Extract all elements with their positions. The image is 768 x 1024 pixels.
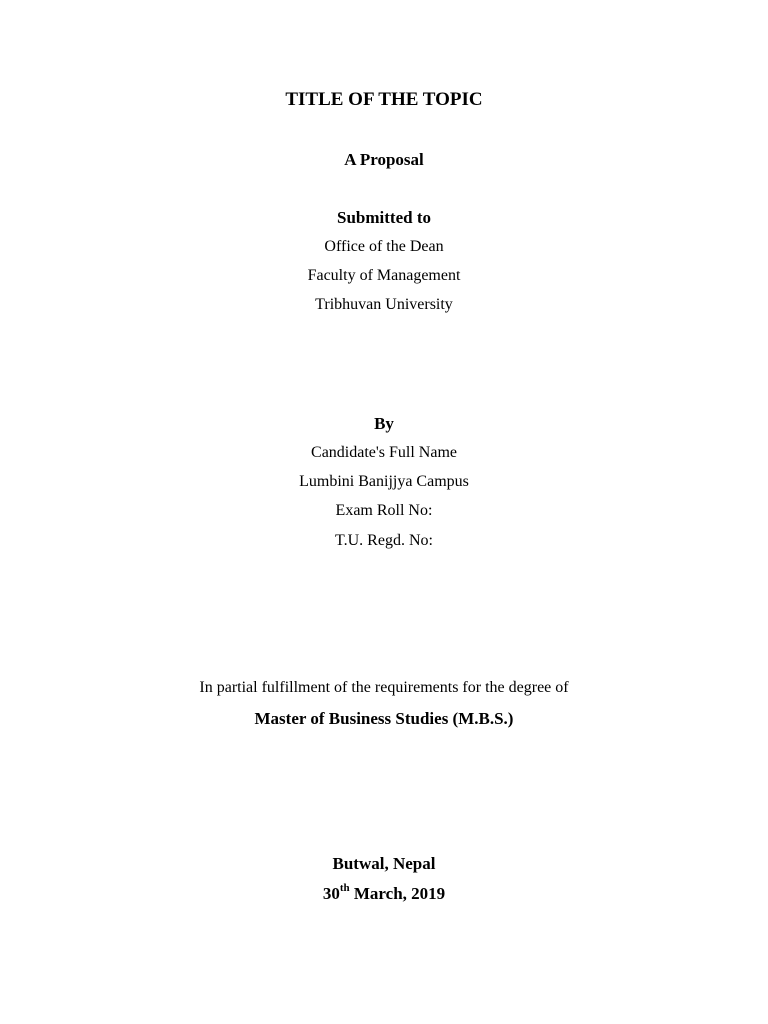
- date-rest: March, 2019: [349, 884, 446, 903]
- requirement-text: In partial fulfillment of the requirements for the degree of: [199, 679, 569, 696]
- submitted-faculty: Faculty of Management: [307, 267, 461, 284]
- place: Butwal, Nepal: [332, 854, 436, 873]
- submitted-to-heading: Submitted to: [337, 208, 431, 227]
- candidate-name: Candidate's Full Name: [311, 444, 457, 461]
- document-subtitle: A Proposal: [344, 150, 424, 169]
- date-day-suffix: th: [339, 882, 350, 895]
- tu-regd-no: T.U. Regd. No:: [335, 532, 433, 549]
- submission-date: [0, 882, 768, 903]
- date-day: 30: [322, 884, 340, 903]
- by-heading: By: [374, 414, 394, 433]
- candidate-campus: Lumbini Banijjya Campus: [299, 473, 469, 490]
- document-title: TITLE OF THE TOPIC: [285, 89, 483, 110]
- degree-name: Master of Business Studies (M.B.S.): [254, 709, 514, 728]
- exam-roll-no: Exam Roll No:: [335, 502, 433, 519]
- submitted-university: Tribhuvan University: [315, 296, 453, 313]
- submitted-office: Office of the Dean: [324, 238, 444, 255]
